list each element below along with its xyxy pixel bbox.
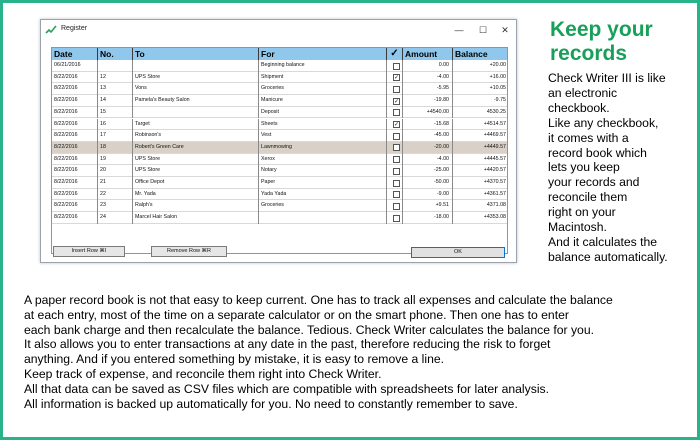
register-window	[40, 19, 517, 263]
reconciled-checkbox[interactable]	[393, 156, 400, 163]
table-header	[52, 48, 508, 60]
cell-amount[interactable]: -15.68	[403, 119, 453, 131]
promo-body	[548, 71, 696, 265]
table-row[interactable]	[52, 60, 508, 72]
description-line: at each entry, most of the time on a separate calculator or on the smart phone. Then one has to enter	[24, 307, 569, 322]
cell-amount[interactable]: 0.00	[403, 60, 453, 72]
cell-date[interactable]: 8/22/2016	[52, 83, 98, 95]
cell-date[interactable]: 8/22/2016	[52, 212, 98, 224]
cell-balance[interactable]: +4361.57	[483, 190, 506, 197]
cell-date[interactable]: 8/22/2016	[52, 165, 98, 177]
cell-balance[interactable]: 4371.08	[486, 202, 506, 209]
cell-for[interactable]: Paper	[259, 177, 387, 189]
cell-for[interactable]: Yada Yada	[259, 189, 387, 201]
cell-amount[interactable]: -18.00	[403, 212, 453, 224]
cell-date[interactable]: 06/21/2016	[52, 60, 98, 72]
table-row[interactable]	[52, 142, 508, 154]
cell-to[interactable]: Vons	[133, 83, 259, 95]
cell-balance[interactable]: +4420.57	[483, 167, 506, 174]
cell-balance[interactable]: +4514.57	[483, 120, 506, 127]
reconciled-checkbox[interactable]	[393, 168, 400, 175]
cell-to[interactable]: UPS Store	[133, 165, 259, 177]
cell-amount[interactable]: +9.51	[403, 200, 453, 212]
promo-body-line: Macintosh.	[548, 220, 607, 235]
minimize-button[interactable]: —	[454, 25, 464, 35]
reconciled-checkbox[interactable]: ✓	[394, 98, 400, 105]
description-line: All that data can be saved as CSV files which are compatible with spreadsheets for later analysis.	[24, 381, 550, 396]
promo-body-line: And it calculates the	[548, 234, 658, 249]
cell-balance[interactable]: -9.75	[493, 97, 506, 104]
cell-to[interactable]: Mr. Yada	[133, 189, 259, 201]
cell-amount[interactable]: -50.00	[403, 177, 453, 189]
cell-amount[interactable]: -9.00	[403, 189, 453, 201]
reconciled-checkbox[interactable]: ✓	[394, 122, 400, 128]
promo-body-line: reconcile them	[548, 190, 628, 205]
header-date[interactable]: Date	[52, 48, 98, 60]
cell-amount[interactable]: -25.00	[403, 165, 453, 177]
cell-to[interactable]	[133, 60, 259, 72]
reconciled-checkbox[interactable]	[393, 109, 400, 116]
description-line: All information is backed up automatically for you. No need to constantly remember to save.	[24, 396, 518, 411]
cell-no[interactable]: 15	[98, 107, 133, 119]
cell-amount[interactable]: -4.00	[403, 154, 453, 166]
table-row[interactable]	[52, 119, 508, 131]
window-titlebar[interactable]	[41, 20, 516, 42]
table-row[interactable]	[52, 107, 508, 119]
promo-body-line: Check Writer III is like	[548, 71, 666, 85]
promo-body-line: checkbook.	[548, 100, 610, 115]
cell-for[interactable]: Lawnmowing	[259, 142, 387, 154]
reconciled-checkbox[interactable]	[393, 63, 400, 70]
cell-balance[interactable]: 4530.25	[486, 108, 506, 115]
cell-date[interactable]: 8/22/2016	[52, 177, 98, 189]
cell-no[interactable]: 17	[98, 130, 133, 142]
cell-amount[interactable]: -5.95	[403, 83, 453, 95]
cell-to[interactable]: Robert's Green Care	[133, 142, 259, 154]
header-for[interactable]: For	[259, 48, 387, 60]
table-row[interactable]	[52, 212, 508, 224]
table-row[interactable]	[52, 200, 508, 212]
promo-body-line: Like any checkbook,	[548, 115, 659, 130]
cell-no[interactable]: 20	[98, 165, 133, 177]
cell-balance[interactable]: +4469.57	[483, 132, 506, 139]
cell-to[interactable]: Office Depot	[133, 177, 259, 189]
cell-for[interactable]: Shipment	[259, 72, 387, 84]
header-to[interactable]: To	[133, 48, 259, 60]
cell-for[interactable]: Beginning balance	[259, 60, 387, 72]
cell-to[interactable]: UPS Store	[133, 72, 259, 84]
header-balance[interactable]: Balance	[455, 49, 488, 59]
cell-balance[interactable]: +4370.57	[483, 179, 506, 185]
cell-no[interactable]: 16	[98, 119, 133, 131]
maximize-button[interactable]: ☐	[478, 25, 488, 35]
cell-no[interactable]: 18	[98, 142, 133, 154]
cell-date[interactable]: 8/22/2016	[52, 154, 98, 166]
promo-body-line: right on your	[548, 205, 616, 220]
cell-for[interactable]: Notary	[259, 165, 387, 177]
cell-for[interactable]: Groceries	[259, 83, 387, 95]
table-row[interactable]	[52, 165, 508, 177]
promo-body-line: balance automatically.	[548, 249, 668, 264]
promo-body-line: your records and	[548, 175, 640, 190]
cell-amount[interactable]: -20.00	[403, 142, 453, 154]
register-table	[51, 47, 508, 254]
reconciled-checkbox[interactable]	[393, 144, 400, 151]
reconciled-checkbox[interactable]	[393, 86, 400, 93]
header-amount[interactable]: Amount	[403, 48, 453, 60]
table-row[interactable]	[52, 83, 508, 95]
close-button[interactable]: ✕	[501, 25, 509, 35]
cell-balance[interactable]: +4445.57	[483, 155, 506, 162]
cell-no[interactable]: 22	[98, 189, 133, 201]
cell-date[interactable]: 8/22/2016	[52, 142, 98, 154]
cell-no[interactable]: 19	[98, 154, 133, 166]
cell-amount[interactable]: -19.80	[403, 95, 453, 107]
table-row[interactable]	[52, 189, 508, 201]
cell-no[interactable]: 14	[98, 95, 133, 107]
promo-body-line: lets you keep	[548, 160, 620, 175]
description-paragraph	[24, 293, 698, 411]
cell-amount[interactable]: -4.00	[403, 72, 453, 84]
description-line: each bank charge and then recalculate the balance. Tedious. Check Writer calculates the balance for you.	[24, 322, 595, 337]
table-row[interactable]	[52, 72, 508, 84]
cell-for[interactable]: Xerox	[259, 154, 387, 166]
promo-title-line-1: Keep your	[550, 18, 653, 41]
cell-for[interactable]	[259, 212, 387, 224]
cell-to[interactable]: Marcel Hair Salon	[133, 212, 259, 224]
table-row[interactable]	[52, 177, 508, 189]
promo-body-line: it comes with a	[548, 130, 629, 145]
cell-date[interactable]: 8/22/2016	[52, 72, 98, 84]
app-icon	[45, 25, 57, 35]
table-row[interactable]	[52, 154, 508, 166]
table-row[interactable]	[52, 130, 508, 142]
cell-balance[interactable]: +10.05	[489, 85, 506, 92]
cell-no[interactable]: 13	[98, 83, 133, 95]
cell-balance[interactable]: +4353.08	[483, 214, 506, 221]
cell-for[interactable]: Sheets	[259, 119, 387, 131]
reconciled-checkbox[interactable]	[393, 203, 400, 210]
cell-to[interactable]: UPS Store	[133, 154, 259, 166]
cell-to[interactable]: Ralph's	[133, 200, 259, 212]
cell-for[interactable]: Manicure	[259, 95, 387, 107]
cell-balance[interactable]: +4449.57	[483, 143, 506, 150]
cell-to[interactable]: Pamela's Beauty Salon	[133, 95, 259, 107]
cell-for[interactable]: Groceries	[259, 200, 387, 212]
cell-amount[interactable]: +4540.00	[403, 107, 453, 119]
insert-row-button[interactable]: Insert Row ⌘I	[53, 246, 125, 257]
header-no[interactable]: No.	[98, 48, 133, 60]
reconciled-checkbox[interactable]: ✓	[394, 75, 400, 82]
cell-date[interactable]: 8/22/2016	[52, 130, 98, 142]
reconciled-checkbox[interactable]	[393, 180, 400, 187]
ok-button[interactable]: OK	[411, 247, 505, 258]
cell-no[interactable]: 21	[98, 177, 133, 189]
cell-amount[interactable]: -45.00	[403, 130, 453, 142]
promo-body-line: record book which	[548, 145, 647, 160]
promo-title	[550, 18, 696, 66]
cell-balance[interactable]: +20.00	[489, 62, 506, 68]
header-check[interactable]: ✓	[387, 48, 403, 60]
description-line: Keep track of expense, and reconcile them right into Check Writer.	[24, 366, 382, 381]
promo-body-line: an electronic	[548, 85, 618, 100]
cell-no[interactable]: 12	[98, 72, 133, 84]
promo-title-line-2: records	[550, 42, 628, 65]
cell-date[interactable]: 8/22/2016	[52, 107, 98, 119]
cell-date[interactable]: 8/22/2016	[52, 119, 98, 131]
reconciled-checkbox[interactable]	[393, 133, 400, 140]
cell-balance[interactable]: +16.00	[489, 73, 506, 80]
cell-for[interactable]: Deposit	[259, 107, 387, 119]
description-line: anything. And if you entered something by mistake, it is easy to remove a line.	[24, 352, 445, 367]
cell-no[interactable]: 23	[98, 200, 133, 212]
cell-date[interactable]: 8/22/2016	[52, 200, 98, 212]
reconciled-checkbox[interactable]	[393, 191, 400, 198]
reconciled-checkbox[interactable]	[393, 215, 400, 222]
cell-for[interactable]: Vest	[259, 130, 387, 142]
cell-to[interactable]: Robinson's	[133, 130, 259, 142]
cell-no[interactable]	[98, 60, 133, 72]
remove-row-button[interactable]: Remove Row ⌘R	[151, 246, 227, 257]
cell-date[interactable]: 8/22/2016	[52, 95, 98, 107]
window-title: Register	[61, 25, 88, 32]
cell-date[interactable]: 8/22/2016	[52, 189, 98, 201]
cell-to[interactable]: Target	[133, 119, 259, 131]
description-line: It also allows you to enter transactions at any date in the past, therefore reducing the risk to forget	[24, 337, 551, 352]
cell-no[interactable]: 24	[98, 212, 133, 224]
cell-to[interactable]	[133, 107, 259, 119]
table-row[interactable]	[52, 95, 508, 107]
description-line: A paper record book is not that easy to keep current. One has to track all expenses and calculate the balance	[24, 293, 613, 307]
